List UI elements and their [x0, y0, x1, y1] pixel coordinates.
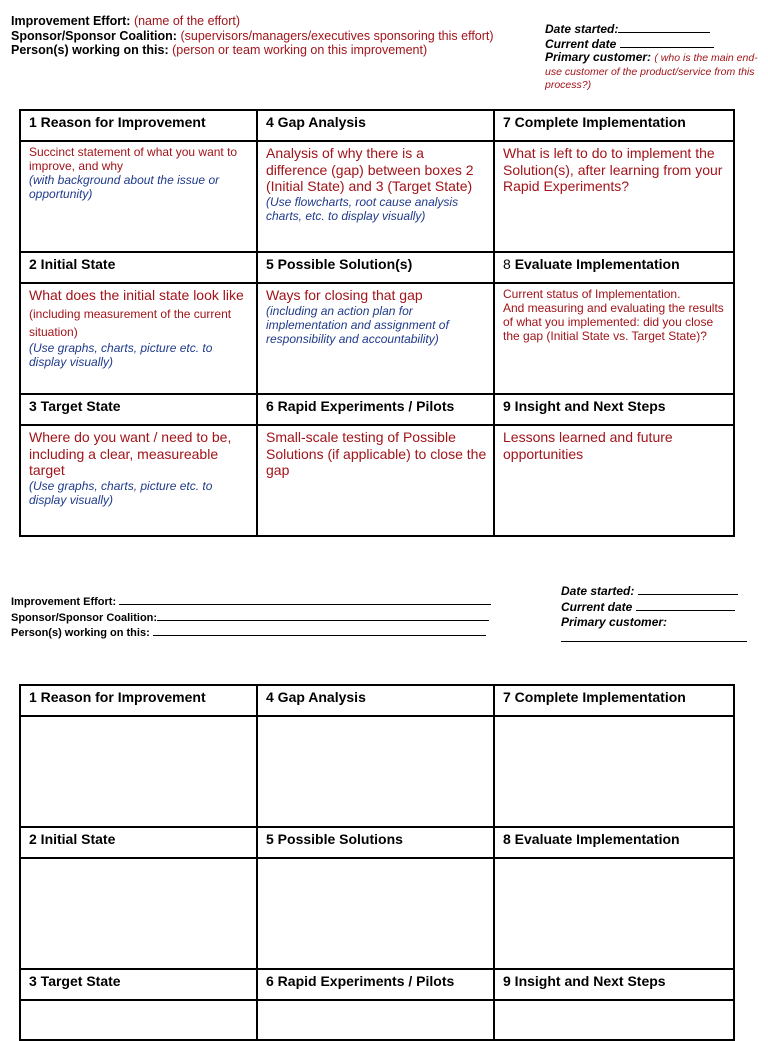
box-8-label: Evaluate Implementation — [514, 256, 680, 272]
persons-label: Person(s) working on this: — [11, 43, 169, 57]
box-1-body — [20, 141, 257, 252]
blank-box-1-title: 1 Reason for Improvement — [20, 685, 257, 716]
box-5-title: 5 Possible Solution(s) — [257, 252, 494, 283]
box-8-number: 8 — [503, 256, 511, 272]
box-9-body — [494, 425, 734, 536]
blank-persons-line — [11, 625, 511, 641]
box-6-body — [257, 425, 494, 536]
box-5-body — [257, 283, 494, 394]
box-4-title: 4 Gap Analysis — [257, 110, 494, 141]
box-4-instruction: Analysis of why there is a difference (gap) between boxes 2 (Initial State) and 3 (Target State) — [266, 145, 474, 194]
blank-box-6-body[interactable] — [257, 1000, 494, 1040]
effort-hint: (name of the effort) — [133, 14, 241, 28]
blank-effort-field[interactable] — [119, 594, 491, 605]
top-header — [11, 14, 551, 58]
blank-box-7-title: 7 Complete Implementation — [494, 685, 734, 716]
box-2-note: (Use graphs, charts, picture etc. to display visually) — [29, 341, 213, 369]
box-9-title: 9 Insight and Next Steps — [494, 394, 734, 425]
box-7-title: 7 Complete Implementation — [494, 110, 734, 141]
primary-customer-label: Primary customer: — [545, 50, 652, 64]
box-8-instruction-2: And measuring and evaluating the results of what you implemented: did you close the gap (Initial State vs. Target State)? — [503, 301, 724, 343]
box-1-title: 1 Reason for Improvement — [20, 110, 257, 141]
box-8-body — [494, 283, 734, 394]
box-6-title: 6 Rapid Experiments / Pilots — [257, 394, 494, 425]
box-2-body — [20, 283, 257, 394]
box-2-instruction — [29, 287, 250, 341]
sponsor-line — [11, 29, 551, 44]
blank-date-started-label: Date started: — [561, 584, 635, 598]
blank-header — [11, 594, 511, 641]
date-started-field[interactable] — [618, 22, 710, 33]
blank-box-4-body[interactable] — [257, 716, 494, 827]
current-date-field[interactable] — [620, 37, 714, 48]
box-1-note: (with background about the issue or opportunity) — [29, 173, 220, 201]
blank-sponsor-field[interactable] — [157, 610, 489, 621]
blank-box-5-body[interactable] — [257, 858, 494, 969]
box-9-instruction: Lessons learned and future opportunities — [503, 429, 673, 462]
primary-customer-hint: ( who is the main end-use customer of the product/service from this process?) — [545, 52, 758, 91]
sponsor-label: Sponsor/Sponsor Coalition: — [11, 28, 177, 43]
blank-box-8-body[interactable] — [494, 858, 734, 969]
blank-sponsor-line — [11, 610, 511, 626]
sponsor-hint: (supervisors/managers/executives sponsoring this effort) — [180, 28, 494, 43]
blank-sponsor-label: Sponsor/Sponsor Coalition: — [11, 611, 158, 624]
box-4-note: (Use flowcharts, root cause analysis charts, etc. to display visually) — [266, 194, 459, 223]
box-2-title: 2 Initial State — [20, 252, 257, 283]
blank-box-8-title: 8 Evaluate Implementation — [494, 827, 734, 858]
current-date-label: Current date — [545, 36, 617, 51]
blank-date-started-field[interactable] — [638, 584, 738, 595]
blank-primary-customer-label: Primary customer: — [561, 615, 668, 629]
blank-box-7-body[interactable] — [494, 716, 734, 827]
blank-box-6-title: 6 Rapid Experiments / Pilots — [257, 969, 494, 1000]
persons-line — [11, 43, 551, 58]
box-5-note: (including an action plan for implementation and assignment of responsibility and accountability) — [266, 303, 449, 346]
box-8-instruction-1: Current status of Implementation. — [503, 287, 681, 301]
box-1-instruction: Succinct statement of what you want to improve, and why — [29, 145, 238, 173]
blank-effort-label: Improvement Effort: — [11, 596, 117, 608]
effort-label: Improvement Effort: — [11, 14, 131, 28]
blank-primary-customer-field[interactable] — [561, 631, 747, 642]
blank-current-date-field[interactable] — [636, 600, 735, 611]
blank-box-4-title: 4 Gap Analysis — [257, 685, 494, 716]
blank-box-1-body[interactable] — [20, 716, 257, 827]
blank-current-date-label: Current date — [561, 599, 633, 614]
date-started-label: Date started: — [545, 22, 619, 36]
blank-box-3-body[interactable] — [20, 1000, 257, 1040]
example-a3-grid — [19, 109, 735, 537]
box-7-instruction: What is left to do to implement the Solution(s), after learning from your Rapid Experiments? — [503, 145, 723, 194]
blank-persons-field[interactable] — [153, 625, 486, 636]
blank-box-9-body[interactable] — [494, 1000, 734, 1040]
blank-effort-line — [11, 594, 511, 610]
box-6-instruction: Small-scale testing of Possible Solutions (if applicable) to close the gap — [266, 429, 487, 478]
blank-box-3-title: 3 Target State — [20, 969, 257, 1000]
box-3-note: (Use graphs, charts, picture etc. to display visually) — [29, 478, 213, 507]
box-8-title — [494, 252, 734, 283]
box-4-body — [257, 141, 494, 252]
blank-side-info — [561, 584, 761, 646]
box-7-body — [494, 141, 734, 252]
blank-a3-grid — [19, 684, 735, 1041]
blank-persons-label: Person(s) working on this: — [11, 627, 150, 639]
box-3-body — [20, 425, 257, 536]
box-2-instruction-main: What does the initial state look like — [29, 287, 244, 303]
top-side-info — [545, 22, 760, 92]
blank-box-2-title: 2 Initial State — [20, 827, 257, 858]
box-3-title: 3 Target State — [20, 394, 257, 425]
box-2-instruction-detail: (including measurement of the current situation) — [29, 307, 232, 339]
blank-box-9-title: 9 Insight and Next Steps — [494, 969, 734, 1000]
blank-box-2-body[interactable] — [20, 858, 257, 969]
effort-line — [11, 14, 551, 29]
persons-hint: (person or team working on this improvement) — [172, 43, 428, 57]
box-3-instruction: Where do you want / need to be, including a clear, measureable target — [29, 429, 232, 478]
blank-box-5-title: 5 Possible Solutions — [257, 827, 494, 858]
box-5-instruction: Ways for closing that gap — [266, 287, 423, 303]
